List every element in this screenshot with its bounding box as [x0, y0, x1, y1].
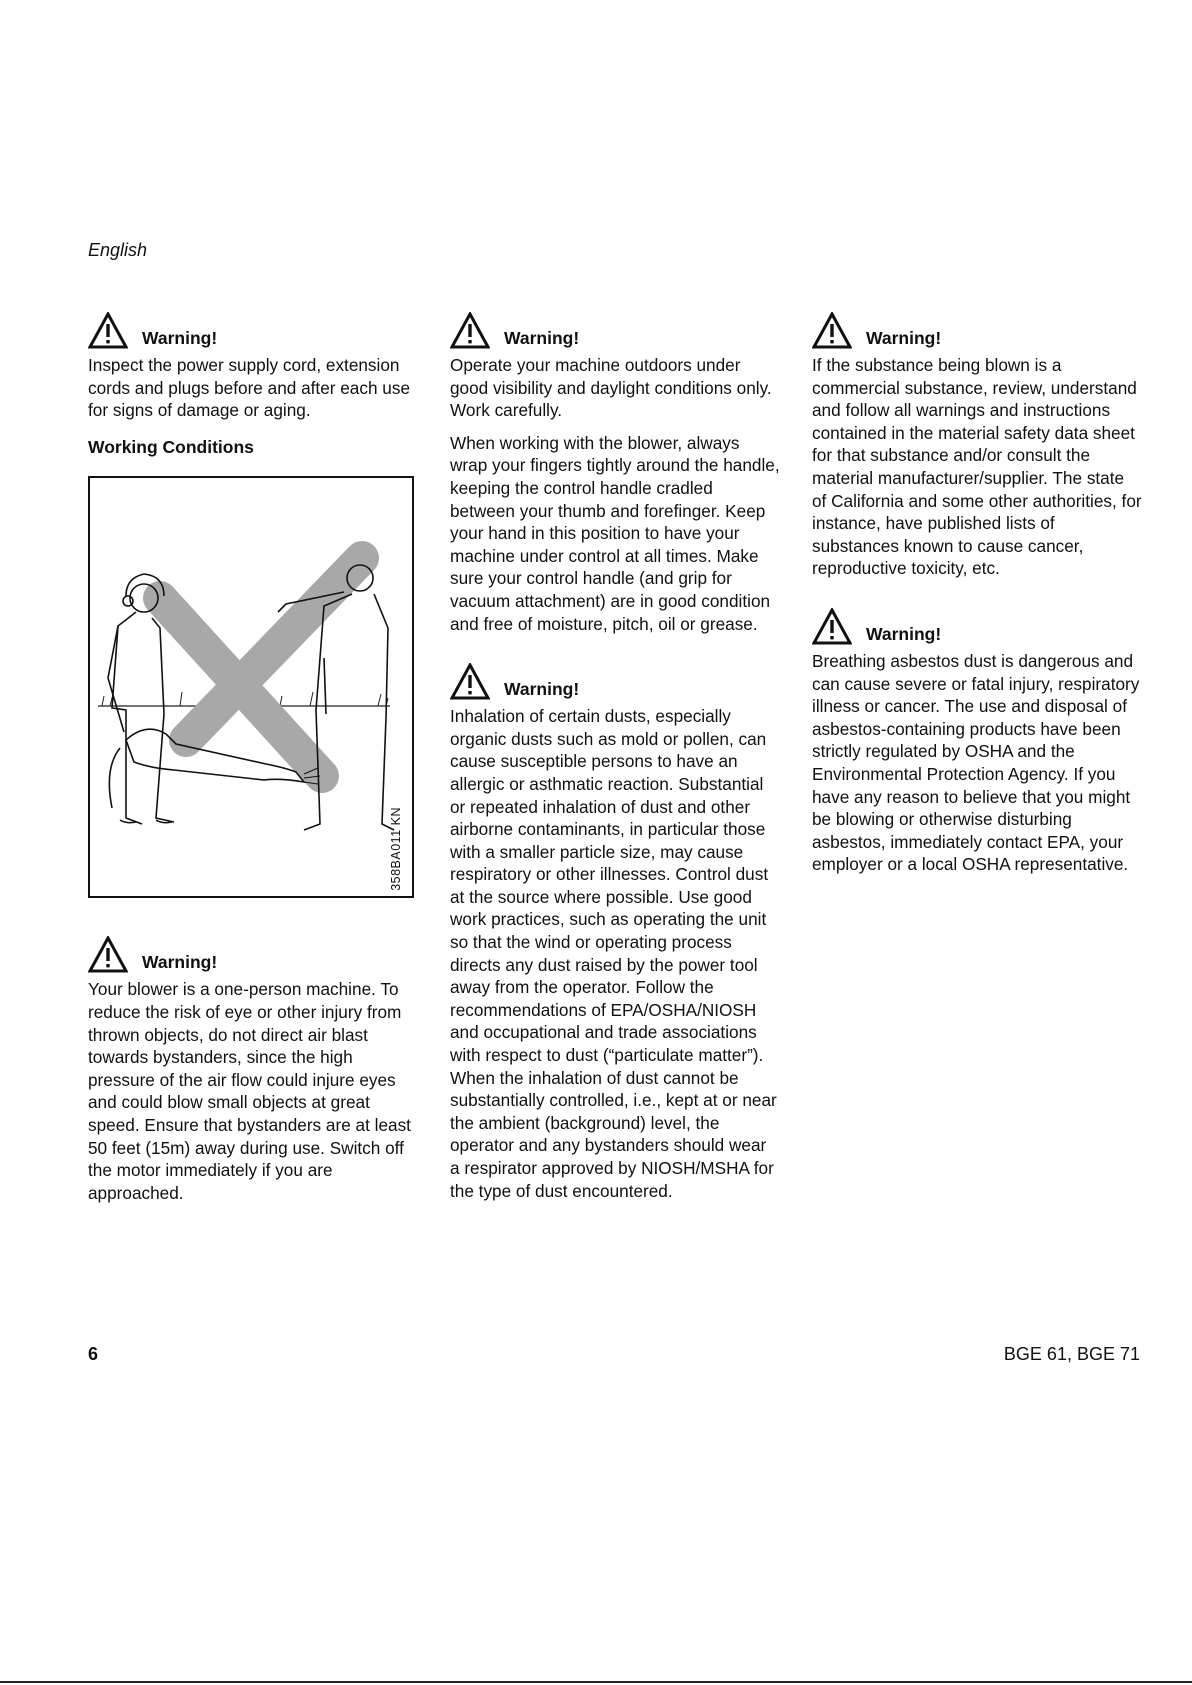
- section-heading: Working Conditions: [88, 436, 254, 457]
- working-conditions-figure: [88, 476, 414, 898]
- warning-text: When working with the blower, always wrap your fingers tightly around the handle, keeping the control handle cradled between your thumb and forefinger. Keep your hand in this position to have your machine under control at all times. Make sure your control handle (and grip for vacuum attachment) are in good condition and free of moisture, pitch, oil or grease.: [450, 432, 780, 634]
- warning-triangle-icon: [450, 663, 490, 701]
- warning-text: Inspect the power supply cord, extension cords and plugs before and after each use for signs of damage or aging.: [88, 355, 411, 421]
- column-1: [88, 310, 416, 1214]
- warning-triangle-icon: [450, 312, 490, 350]
- warning-text: Operate your machine outdoors under good visibility and daylight conditions only. Work carefully.: [450, 355, 772, 421]
- warning-text: Inhalation of certain dusts, especially organic dusts such as mold or pollen, can cause susceptible persons to have an allergic or asthmatic reaction. Substantial or repeated inhalation of dust and other airborne contaminants, in particular those with a smaller particle size, may cause respiratory or other illnesses. Control dust at the source where possible. Use good work practices, such as operating the unit so that the wind or operating process directs any dust raised by the power tool away from the operator. Follow the recommendations of EPA/OSHA/NIOSH and occupational and trade associations with respect to dust (“particulate matter”). When the inhalation of dust cannot be substantially controlled, i.e., kept at or near the ambient (background) level, the operator and any bystanders should wear a respirator approved by NIOSH/MSHA for the type of dust encountered.: [450, 706, 777, 1201]
- warning-header: [812, 606, 1142, 646]
- language-label: English: [88, 240, 148, 260]
- warning-label: Warning!: [866, 623, 942, 644]
- warning-text: Breathing asbestos dust is dangerous and can cause severe or fatal injury, respiratory illness or cancer. The use and disposal of asbestos-containing products have been strictly regulated by OSHA and the Environmental Protection Agency. If you have any reason to believe that you might be blowing or otherwise disturbing asbestos, immediately contact EPA, your employer or a local OSHA representative.: [812, 650, 1140, 875]
- bystander-illustration: [90, 478, 412, 896]
- warning-label: Warning!: [142, 328, 218, 348]
- warning-triangle-icon: [812, 312, 852, 350]
- warning-header: [812, 310, 1142, 350]
- warning-label: Warning!: [504, 679, 580, 700]
- warning-label: Warning!: [142, 952, 218, 973]
- warning-text: Your blower is a one-person machine. To reduce the risk of eye or other injury from thrown objects, do not direct air blast towards bystanders, since the high pressure of the air flow could injure eyes and could blow small objects at great speed. Ensure that bystanders are at least 50 feet (15m) away during use. Switch off the motor immediately if you are approached.: [88, 979, 411, 1203]
- warning-header: [450, 661, 780, 701]
- bottom-divider: [0, 1681, 1192, 1683]
- warning-header: [88, 934, 416, 974]
- warning-triangle-icon: [88, 936, 128, 974]
- warning-label: Warning!: [504, 328, 580, 348]
- page-number: 6: [88, 1344, 99, 1364]
- column-2: [450, 310, 780, 1212]
- warning-header: [450, 310, 780, 350]
- figure-code: 358BA011 KN: [389, 806, 404, 891]
- warning-triangle-icon: [88, 312, 128, 350]
- warning-label: Warning!: [866, 328, 942, 348]
- column-3: [812, 310, 1142, 886]
- warning-text: If the substance being blown is a commercial substance, review, understand and follow all warnings and instructions contained in the material safety data sheet for that substance and/or consult the material manufacturer/supplier. The state of California and some other authorities, for instance, have published lists of substances known to cause cancer, reproductive toxicity, etc.: [812, 355, 1142, 579]
- warning-triangle-icon: [812, 608, 852, 646]
- warning-header: [88, 310, 416, 350]
- model-label: BGE 61, BGE 71: [1003, 1344, 1140, 1364]
